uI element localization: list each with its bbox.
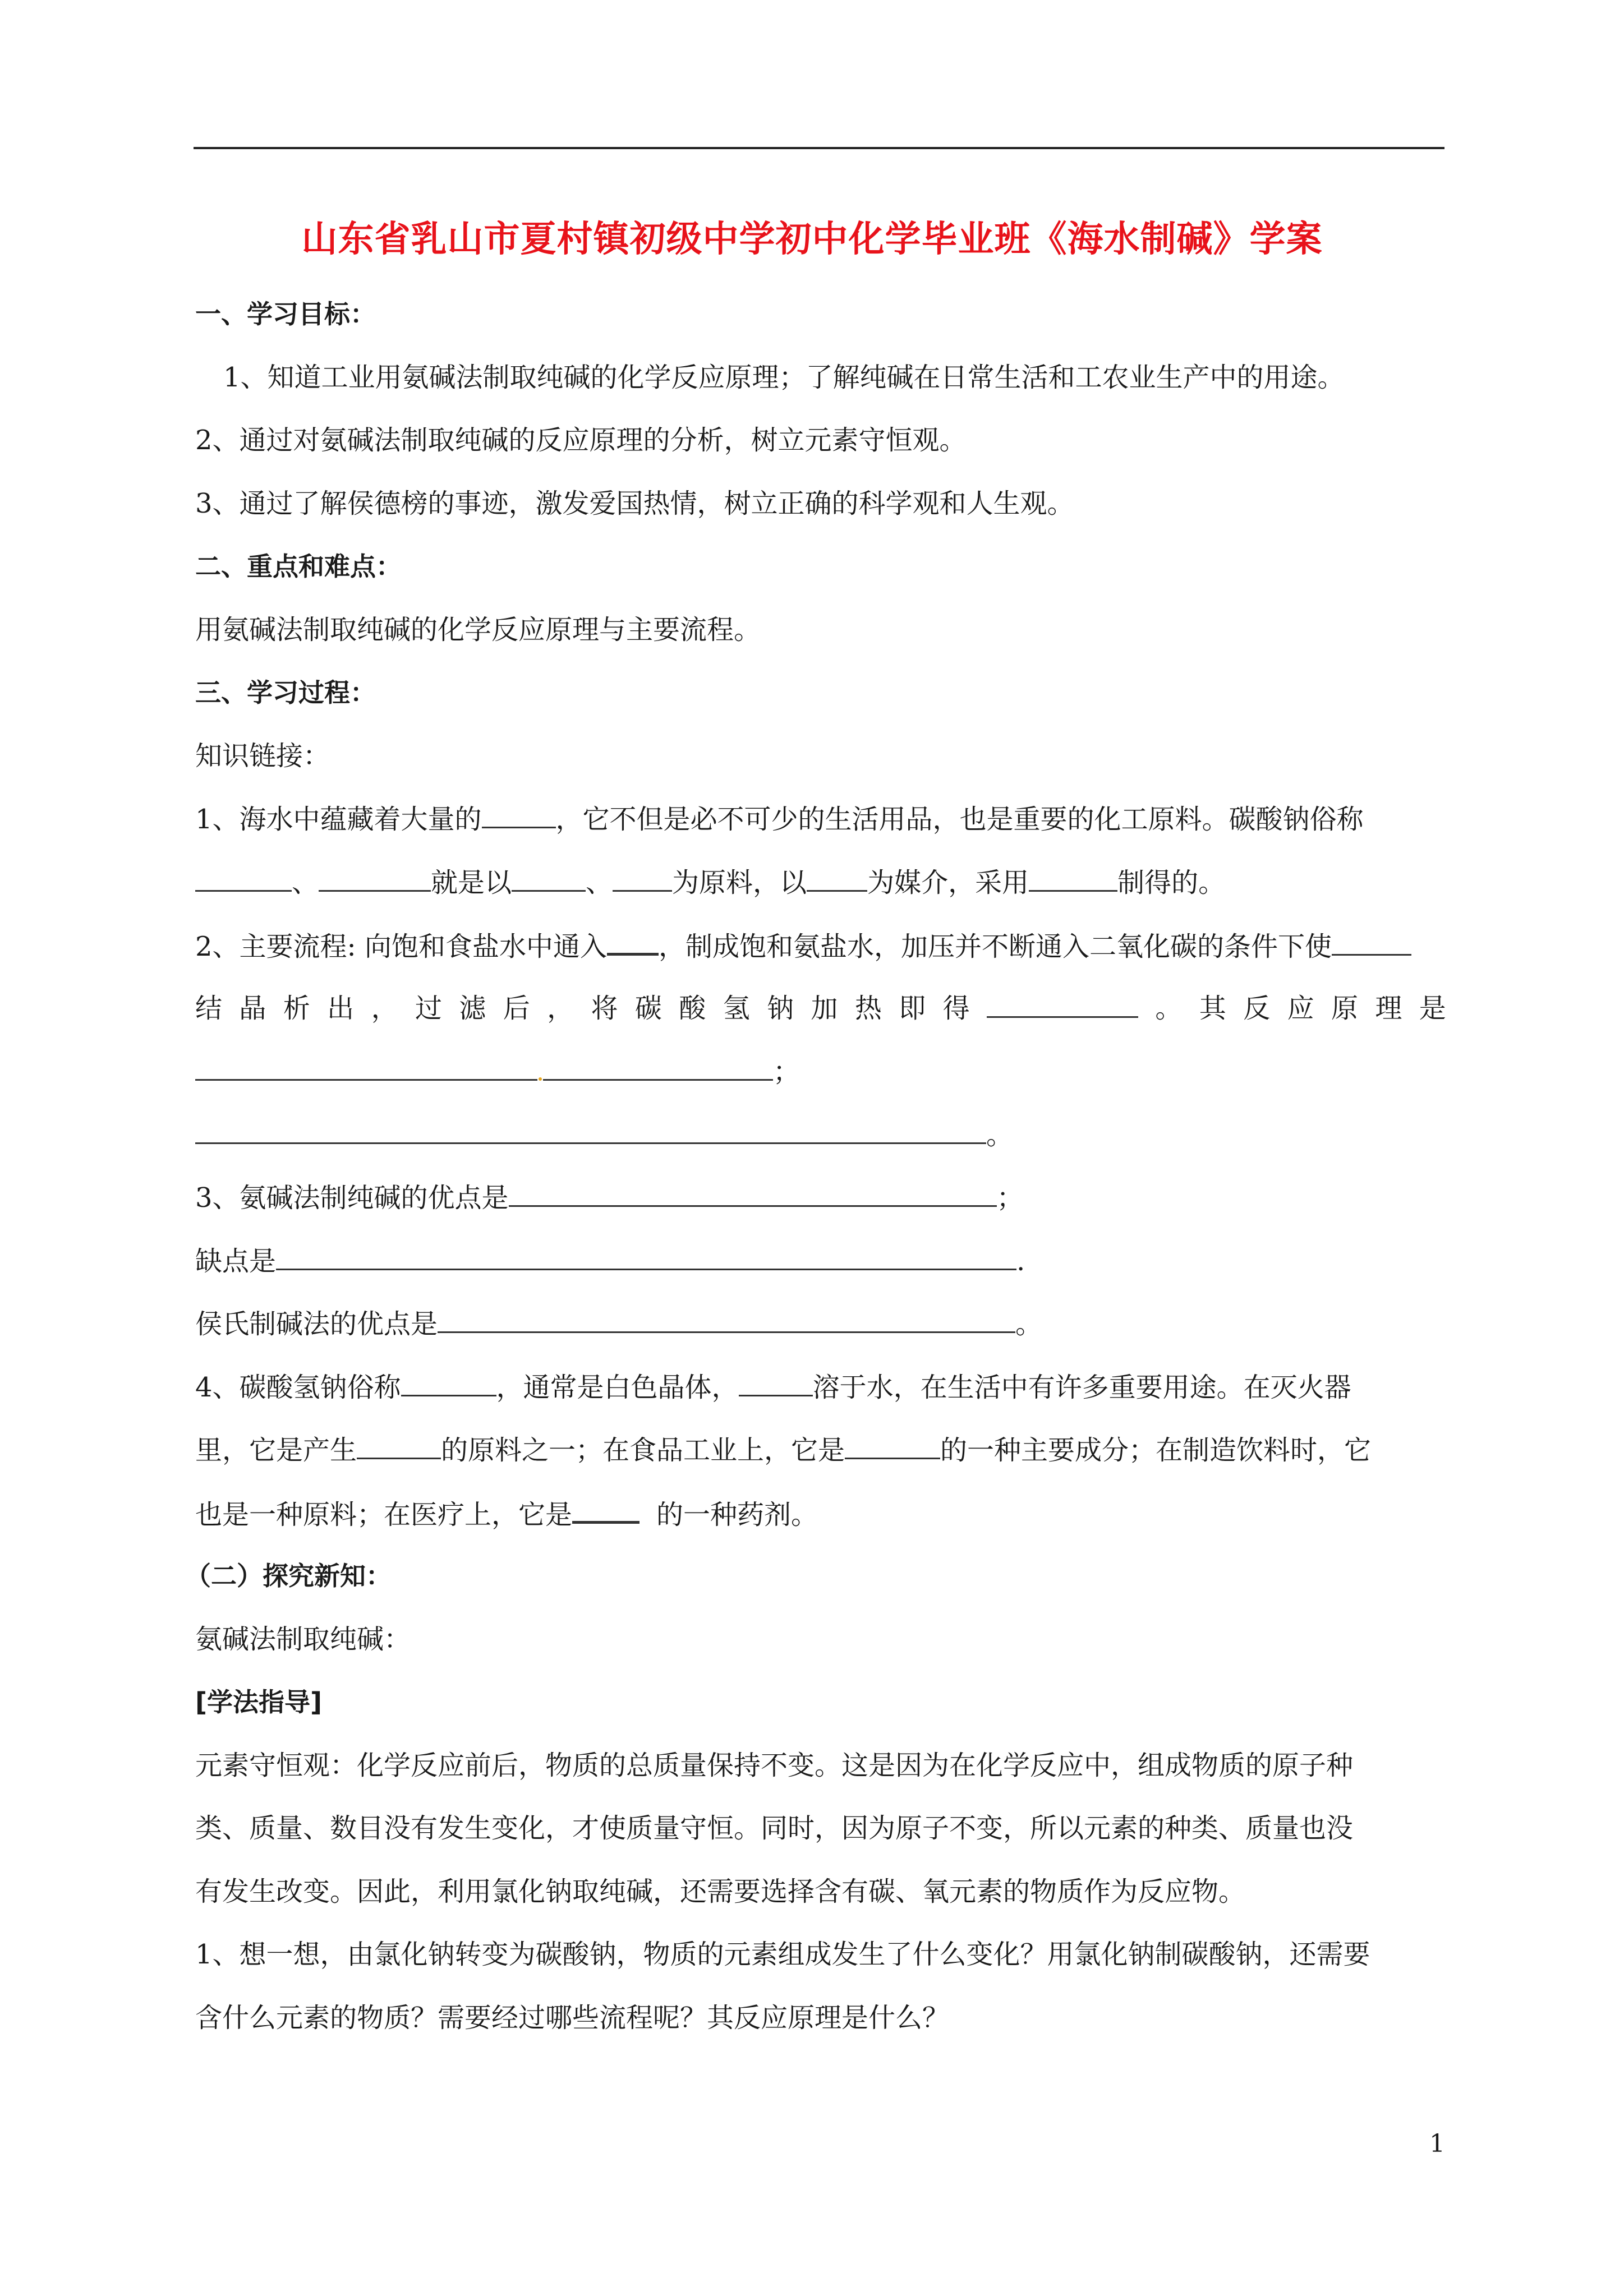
q4-blank-2[interactable] [739, 1370, 813, 1396]
q4-text-d: 里，它是产生 [195, 1435, 357, 1466]
q2-word: 是 [1419, 993, 1446, 1024]
page-number: 1 [1429, 2129, 1445, 2158]
question-3-line-2 [195, 1244, 1025, 1278]
question-2-line-3 [195, 1054, 800, 1089]
q2-blank-1[interactable] [607, 928, 659, 956]
question-2-line-4 [195, 1118, 1013, 1152]
q2-word: 即 [899, 993, 926, 1024]
q1-text-g: 为媒介，采用 [867, 867, 1029, 898]
question-4-line-3 [195, 1496, 818, 1532]
q4-text-g: 也是一种原料；在医疗上，它是 [195, 1499, 573, 1530]
section-2-heading: 二、重点和难点： [195, 551, 402, 582]
q1-blank-3[interactable] [319, 865, 431, 892]
q4-text-a: 4、碳酸氢钠俗称 [195, 1372, 401, 1403]
q2-word: 晶 [239, 993, 266, 1024]
q2-word: 后 [503, 993, 530, 1024]
q1-text-d: 就是以 [431, 867, 512, 898]
q3-text-b: 缺点是 [195, 1246, 277, 1277]
q1-text-a: 1、海水中蕴藏着大量的 [195, 804, 482, 835]
q1-text-e: 、 [586, 867, 613, 898]
section-3-heading: 三、学习过程： [195, 677, 376, 708]
q4-text-f: 的一种主要成分；在制造饮料时，它 [940, 1435, 1372, 1466]
subsection-explore-heading: （二）探究新知： [185, 1561, 392, 1591]
q2-word: 其 [1199, 993, 1226, 1024]
question-2-line-2 [195, 992, 1446, 1025]
q3-a-end: ； [996, 1182, 1024, 1214]
q4-blank-3[interactable] [357, 1433, 441, 1459]
header-rule [194, 147, 1444, 149]
objective-2: 2、通过对氨碱法制取纯碱的反应原理的分析，树立元素守恒观。 [195, 425, 967, 456]
guide-paragraph-line-1: 元素守恒观：化学反应前后，物质的总质量保持不变。这是因为在化学反应中，组成物质的原子种 [195, 1750, 1354, 1781]
key-points-text: 用氨碱法制取纯碱的化学反应原理与主要流程。 [195, 614, 761, 646]
q2-word: 碳 [634, 993, 662, 1024]
q2-text-b: ，制成饱和氨盐水，加压并不断通入二氧化碳的条件下使 [658, 931, 1332, 962]
q2-word: 理 [1375, 993, 1402, 1024]
question-4-line-2 [195, 1433, 1371, 1467]
study-guide-heading: [学法指导] [195, 1687, 323, 1717]
q2-word: 出 [327, 993, 355, 1024]
question-1-line-2 [195, 865, 1225, 900]
q4-text-b: ，通常是白色晶体， [496, 1372, 739, 1403]
q1-blank-7[interactable] [1029, 865, 1117, 892]
q2-word: 加 [811, 993, 838, 1024]
q2-word: 析 [283, 993, 310, 1024]
q2-word: 原 [1331, 993, 1358, 1024]
q2-word: 。 [1155, 993, 1183, 1024]
q4-blank-4[interactable] [845, 1433, 940, 1459]
q2-blank-3[interactable] [987, 992, 1138, 1018]
q2-blank-4b[interactable] [543, 1054, 773, 1081]
objective-3: 3、通过了解侯德榜的事迹，激发爱国热情，树立正确的科学观和人生观。 [195, 488, 1074, 519]
q1-text-h: 制得的。 [1117, 867, 1226, 898]
q1-blank-6[interactable] [807, 865, 867, 892]
q2-justified-row [195, 992, 1446, 1025]
q3-text-c: 侯氏制碱法的优点是 [195, 1308, 438, 1340]
section-1-heading: 一、学习目标： [195, 299, 376, 329]
guide-paragraph-line-2: 类、质量、数目没有发生变化，才使质量守恒。同时，因为原子不变，所以元素的种类、质量也没 [195, 1813, 1354, 1844]
q2-blank-2[interactable] [1332, 929, 1411, 956]
q2-word: 结 [195, 993, 223, 1024]
objective-1: 1、知道工业用氨碱法制取纯碱的化学反应原理；了解纯碱在日常生活和工农业生产中的用途。 [223, 362, 1345, 393]
q2-word: 过 [415, 993, 442, 1024]
q2-blank-5[interactable] [195, 1118, 986, 1144]
q2-word: 酸 [679, 993, 706, 1024]
question-2-line-1 [195, 928, 1411, 963]
q2-word: ， [547, 993, 574, 1024]
q4-blank-1[interactable] [401, 1370, 496, 1396]
q3-c-end: 。 [1015, 1308, 1043, 1340]
q3-text-a: 3、氨碱法制纯碱的优点是 [195, 1182, 509, 1214]
document-title: 山东省乳山市夏村镇初级中学初中化学毕业班《海水制碱》学案 [301, 219, 1323, 260]
think-question-line-2: 含什么元素的物质？需要经过哪些流程呢？其反应原理是什么？ [195, 2002, 950, 2034]
question-3-line-3 [195, 1307, 1042, 1341]
question-1-line-1 [195, 802, 1364, 836]
q1-blank-5[interactable] [613, 865, 672, 892]
q1-text-f: 为原料，以 [672, 867, 807, 898]
q3-blank-3[interactable] [438, 1307, 1015, 1333]
q2-word: 将 [591, 993, 618, 1024]
ammonia-soda-label: 氨碱法制取纯碱： [195, 1624, 411, 1655]
knowledge-link-label: 知识链接： [195, 740, 330, 772]
q1-blank-1[interactable] [482, 802, 556, 828]
question-4-line-1 [195, 1370, 1351, 1404]
q1-text-c: 、 [292, 867, 319, 898]
q2-word: 应 [1287, 993, 1314, 1024]
q1-blank-4[interactable] [512, 865, 586, 892]
question-3-line-1 [195, 1181, 1024, 1215]
think-question-line-1: 1、想一想，由氯化钠转变为碳酸钠，物质的元素组成发生了什么变化？用氯化钠制碳酸钠，还需要 [195, 1939, 1370, 1970]
q4-text-h: 的一种药剂。 [656, 1499, 818, 1530]
q1-blank-2[interactable] [195, 865, 292, 892]
mark-dot [539, 1077, 542, 1081]
q2-word: 滤 [459, 993, 486, 1024]
q2-word: 热 [854, 993, 882, 1024]
q2-blank-4a[interactable] [195, 1054, 537, 1081]
q4-text-c: 溶于水，在生活中有许多重要用途。在灭火器 [812, 1372, 1351, 1403]
q2-word: 反 [1243, 993, 1271, 1024]
q2-word: 氢 [723, 993, 750, 1024]
q4-text-e: 的原料之一；在食品工业上，它是 [441, 1435, 845, 1466]
q3-blank-1[interactable] [509, 1181, 997, 1207]
q2-text-a: 2、主要流程: 向饱和食盐水中通入 [195, 931, 607, 962]
q2-semicolon: ； [773, 1056, 801, 1087]
q2-word: 得 [942, 993, 970, 1024]
q1-text-b: ，它不但是必不可少的生活用品，也是重要的化工原料。碳酸钠俗称 [555, 804, 1364, 835]
q2-end: 。 [986, 1119, 1014, 1151]
q3-blank-2[interactable] [276, 1244, 1016, 1270]
q3-b-end: . [1016, 1246, 1025, 1277]
q4-blank-5[interactable] [572, 1496, 640, 1524]
q2-word: 钠 [767, 993, 794, 1024]
q2-word: ， [371, 993, 398, 1024]
guide-paragraph-line-3: 有发生改变。因此，利用氯化钠取纯碱，还需要选择含有碳、氧元素的物质作为反应物。 [195, 1876, 1246, 1907]
